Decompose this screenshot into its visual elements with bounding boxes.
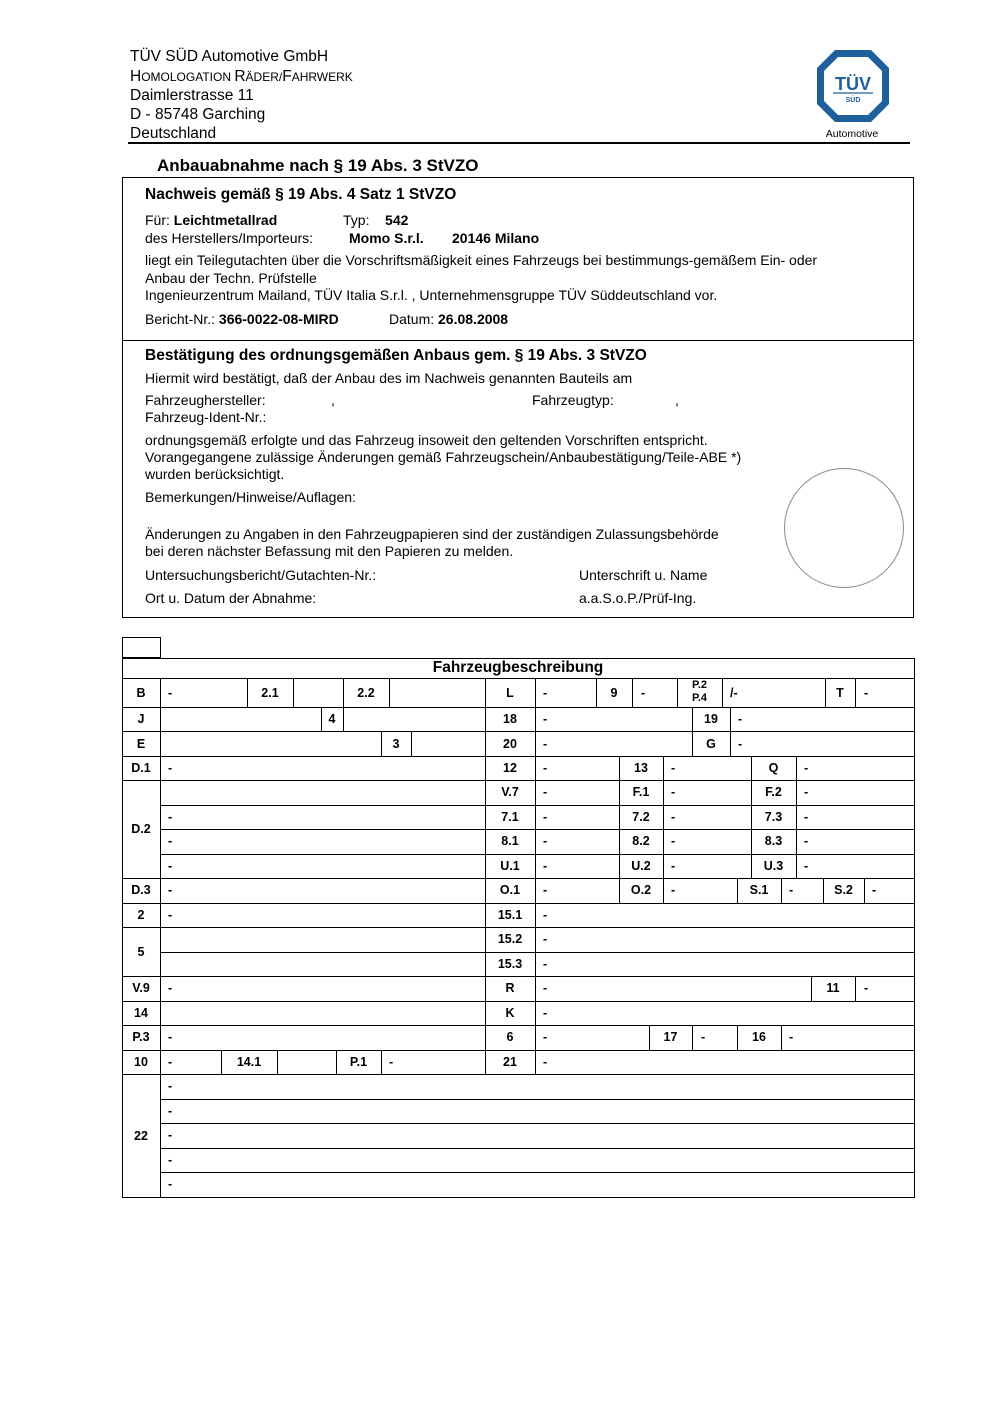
value-p3[interactable]: -: [168, 1030, 173, 1044]
value-11[interactable]: -: [864, 981, 869, 995]
value-22-line-2[interactable]: -: [168, 1104, 173, 1118]
value-17[interactable]: -: [701, 1030, 706, 1044]
fahrzeughersteller-label: Fahrzeughersteller:: [145, 392, 266, 408]
value-6[interactable]: -: [543, 1030, 548, 1044]
fahrzeugtyp-label: Fahrzeugtyp:: [532, 392, 614, 408]
label-7-2: 7.2: [632, 810, 650, 824]
label-15-3: 15.3: [497, 957, 523, 971]
label-b: B: [136, 686, 146, 700]
label-g: G: [706, 737, 716, 751]
label-p1: P.1: [349, 1055, 368, 1069]
label-d2: D.2: [131, 822, 151, 836]
city: D - 85748 Garching: [130, 106, 266, 123]
label-u3: U.3: [763, 859, 784, 873]
hersteller-label: des Herstellers/Importeurs:: [145, 230, 314, 246]
value-d2-b[interactable]: -: [168, 834, 173, 848]
label-15-1: 15.1: [497, 908, 523, 922]
value-22-line-5[interactable]: -: [168, 1177, 173, 1191]
value-r[interactable]: -: [543, 981, 548, 995]
unterschrift-label: Unterschrift u. Name: [579, 567, 708, 583]
nachweis-text-1: liegt ein Teilegutachten über die Vorschriftsmäßigkeit eines Fahrzeugs bei bestimmungs-gemäßem Ein- oder: [145, 252, 818, 268]
label-16: 16: [752, 1030, 766, 1044]
label-d3: D.3: [131, 883, 151, 897]
street: Daimlerstrasse 11: [130, 87, 254, 104]
bericht-field: Bericht-Nr.: 366-0022-08-MIRD: [145, 311, 339, 327]
label-2-2: 2.2: [357, 686, 375, 700]
value-f1[interactable]: -: [671, 785, 676, 799]
value-u1[interactable]: -: [543, 859, 548, 873]
value-p2-p4[interactable]: /-: [730, 686, 738, 700]
label-13: 13: [634, 761, 648, 775]
hersteller-city: 20146 Milano: [452, 230, 540, 246]
label-2-1: 2.1: [261, 686, 279, 700]
label-p2: P.2: [691, 679, 708, 691]
value-9[interactable]: -: [641, 686, 646, 700]
label-e: E: [136, 737, 146, 751]
value-s2[interactable]: -: [872, 883, 877, 897]
label-14-1: 14.1: [236, 1055, 262, 1069]
label-j: J: [137, 712, 145, 726]
value-o1[interactable]: -: [543, 883, 548, 897]
value-8-1[interactable]: -: [543, 834, 548, 848]
value-15-1[interactable]: -: [543, 908, 548, 922]
company-name: TÜV SÜD Automotive GmbH: [130, 48, 329, 65]
value-u2[interactable]: -: [671, 859, 676, 873]
value-21[interactable]: -: [543, 1055, 548, 1069]
label-14: 14: [134, 1006, 148, 1020]
pruef-ing-label: a.a.S.o.P./Prüf-Ing.: [579, 590, 697, 606]
label-v7: V.7: [501, 785, 519, 799]
nachweis-text-2: Anbau der Techn. Prüfstelle: [145, 270, 317, 286]
value-d1[interactable]: -: [168, 761, 173, 775]
fahrzeugtyp-value[interactable]: ,: [675, 392, 679, 408]
label-s2: S.2: [834, 883, 853, 897]
value-15-3[interactable]: -: [543, 957, 548, 971]
value-10[interactable]: -: [168, 1055, 173, 1069]
label-17: 17: [663, 1030, 678, 1044]
page-title: Anbauabnahme nach § 19 Abs. 3 StVZO: [157, 156, 479, 175]
bestaetigung-text-3: wurden berücksichtigt.: [145, 466, 285, 482]
value-22-line-3[interactable]: -: [168, 1128, 173, 1142]
label-8-2: 8.2: [632, 834, 650, 848]
label-v9: V.9: [132, 981, 150, 995]
bestaetigung-text-2: Vorangegangene zulässige Änderungen gemäß Fahrzeugschein/Anbaubestätigung/Teile-ABE *): [145, 449, 742, 465]
value-7-1[interactable]: -: [543, 810, 548, 824]
label-q: Q: [768, 761, 779, 775]
fahrzeughersteller-value[interactable]: ,: [331, 392, 335, 408]
label-k: K: [505, 1006, 515, 1020]
label-10: 10: [134, 1055, 148, 1069]
typ-field: Typ: 542: [343, 212, 409, 228]
hersteller-value: Momo S.r.l.: [349, 230, 424, 246]
value-g[interactable]: -: [738, 737, 743, 751]
label-6: 6: [506, 1030, 514, 1044]
label-22: 22: [134, 1129, 148, 1143]
label-21: 21: [503, 1055, 517, 1069]
label-f1: F.1: [632, 785, 650, 799]
bestaetigung-heading: Bestätigung des ordnungsgemäßen Anbaus gem. § 19 Abs. 3 StVZO: [145, 347, 647, 364]
label-7-1: 7.1: [501, 810, 519, 824]
nachweis-text-3: Ingenieurzentrum Mailand, TÜV Italia S.r.l. , Unternehmensgruppe TÜV Süddeutschland vor.: [145, 287, 718, 303]
label-o2: O.2: [630, 883, 652, 897]
value-8-3[interactable]: -: [804, 834, 809, 848]
label-12: 12: [503, 761, 517, 775]
label-4: 4: [328, 712, 336, 726]
aenderungen-text-2: bei deren nächster Befassung mit den Papieren zu melden.: [145, 543, 514, 559]
label-s1: S.1: [749, 883, 769, 897]
value-12[interactable]: -: [543, 761, 548, 775]
ort-datum-label: Ort u. Datum der Abnahme:: [145, 590, 317, 606]
value-v7[interactable]: -: [543, 785, 548, 799]
value-d2-c[interactable]: -: [168, 859, 173, 873]
label-9: 9: [610, 686, 618, 700]
value-13[interactable]: -: [671, 761, 676, 775]
datum-value: 26.08.2008: [438, 311, 509, 327]
stamp-circle: [784, 468, 904, 588]
typ-value: 542: [385, 212, 409, 228]
value-19[interactable]: -: [738, 712, 743, 726]
value-d2-a[interactable]: -: [168, 810, 173, 824]
label-7-3: 7.3: [764, 810, 783, 824]
department: HOMOLOGATION RÄDER/FAHRWERK: [130, 68, 353, 85]
bericht-value: 366-0022-08-MIRD: [218, 311, 339, 327]
fuer-value: Leichtmetallrad: [173, 212, 278, 228]
value-22-line-4[interactable]: -: [168, 1153, 173, 1167]
value-d3[interactable]: -: [168, 883, 173, 897]
value-s1[interactable]: -: [789, 883, 794, 897]
value-18[interactable]: -: [543, 712, 548, 726]
value-2[interactable]: -: [168, 908, 173, 922]
label-11: 11: [826, 981, 840, 995]
label-18: 18: [503, 712, 517, 726]
value-l[interactable]: -: [543, 686, 548, 700]
value-b[interactable]: -: [168, 686, 173, 700]
value-k[interactable]: -: [543, 1006, 548, 1020]
label-u1: U.1: [500, 859, 520, 873]
header-rule: [128, 142, 910, 144]
value-7-3[interactable]: -: [804, 810, 809, 824]
value-15-2[interactable]: -: [543, 932, 548, 946]
value-p1[interactable]: -: [389, 1055, 394, 1069]
label-8-3: 8.3: [764, 834, 783, 848]
value-8-2[interactable]: -: [671, 834, 676, 848]
nachweis-heading: Nachweis gemäß § 19 Abs. 4 Satz 1 StVZO: [145, 186, 457, 203]
vehicle-table-title: Fahrzeugbeschreibung: [432, 659, 604, 676]
label-15-2: 15.2: [497, 932, 523, 946]
label-5: 5: [137, 945, 145, 959]
value-o2[interactable]: -: [671, 883, 676, 897]
ident-nr-label: Fahrzeug-Ident-Nr.:: [145, 409, 267, 425]
datum-field: Datum: 26.08.2008: [389, 311, 509, 327]
value-v9[interactable]: -: [168, 981, 173, 995]
value-t[interactable]: -: [864, 686, 869, 700]
svg-text:TÜV: TÜV: [835, 74, 871, 94]
value-q[interactable]: -: [804, 761, 809, 775]
label-f2: F.2: [765, 785, 782, 799]
value-16[interactable]: -: [789, 1030, 794, 1044]
bemerkungen-label: Bemerkungen/Hinweise/Auflagen:: [145, 489, 356, 505]
label-o1: O.1: [499, 883, 521, 897]
label-r: R: [505, 981, 515, 995]
label-u2: U.2: [631, 859, 651, 873]
untersuchungsbericht-label: Untersuchungsbericht/Gutachten-Nr.:: [145, 567, 377, 583]
tuev-sued-logo: [808, 47, 898, 143]
svg-text:SÜD: SÜD: [845, 97, 861, 104]
value-20[interactable]: -: [543, 737, 548, 751]
country: Deutschland: [130, 125, 217, 142]
logo-caption: Automotive: [825, 128, 879, 140]
label-8-1: 8.1: [501, 834, 519, 848]
value-u3[interactable]: -: [804, 859, 809, 873]
value-7-2[interactable]: -: [671, 810, 676, 824]
label-t: T: [836, 686, 844, 700]
bestaetigung-intro: Hiermit wird bestätigt, daß der Anbau des im Nachweis genannten Bauteils am: [145, 370, 633, 386]
value-22-line-1[interactable]: -: [168, 1079, 173, 1093]
value-f2[interactable]: -: [804, 785, 809, 799]
label-19: 19: [704, 712, 718, 726]
label-2: 2: [137, 908, 145, 922]
small-empty-box: [122, 637, 161, 658]
label-d1: D.1: [131, 761, 151, 775]
label-p3: P.3: [132, 1030, 150, 1044]
label-l: L: [506, 686, 514, 700]
label-3: 3: [392, 737, 400, 751]
bestaetigung-text-1: ordnungsgemäß erfolgte und das Fahrzeug insoweit den geltenden Vorschriften entspricht.: [145, 432, 708, 448]
tuev-octagon-icon: [808, 47, 898, 127]
label-p4: P.4: [691, 692, 708, 704]
aenderungen-text-1: Änderungen zu Angaben in den Fahrzeugpapieren sind der zuständigen Zulassungsbehörde: [145, 526, 719, 542]
label-20: 20: [503, 737, 517, 751]
fuer-field: Für: Leichtmetallrad: [145, 212, 278, 228]
